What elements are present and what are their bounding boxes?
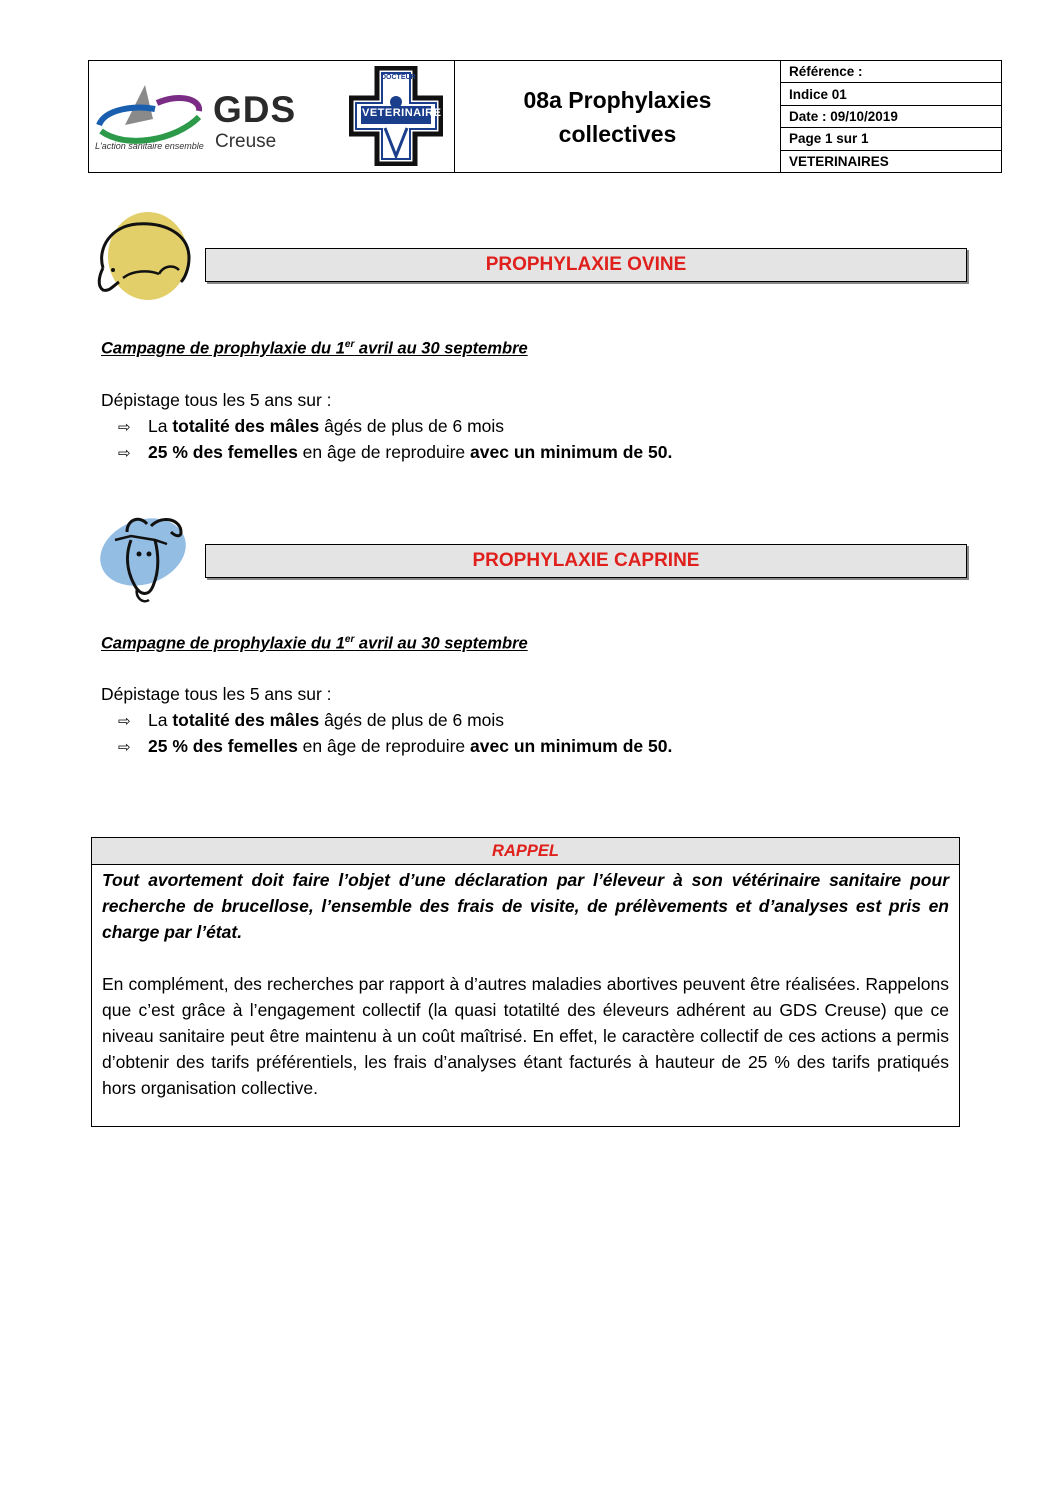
- ovine-bullet-males: [118, 416, 504, 437]
- caprine-campaign-post: avril au 30 septembre: [354, 634, 528, 653]
- ovine-campaign-post: avril au 30 septembre: [354, 339, 528, 358]
- meta-page: Page 1 sur 1: [781, 128, 1001, 150]
- meta-reference: Référence :: [781, 61, 1001, 83]
- ovine-campaign: [101, 339, 528, 359]
- document-header: [88, 60, 1002, 173]
- rappel-bold-paragraph: Tout avortement doit faire l’objet d’une déclaration par l’éleveur à son vétérinaire sanitaire pour recherche de brucellose, l’ensemble des frais de visite, de prélèvements et d’analyses est pris en charge par l’état.: [102, 870, 949, 942]
- ovine-b1-a: La: [148, 416, 173, 436]
- rappel-box: [91, 837, 960, 1127]
- ovine-b2-c: avec un minimum de 50.: [470, 442, 673, 462]
- ovine-bullet-femelles: [118, 442, 672, 463]
- caprine-b2-b: en âge de reproduire: [297, 736, 471, 756]
- badge-main-text: VETERINAIRE: [362, 107, 442, 119]
- badge-top-text: DOCTEUR: [381, 74, 416, 81]
- rappel-body: [92, 865, 959, 1101]
- caprine-bullet-males: [118, 710, 504, 731]
- caprine-b1-b: totalité des mâles: [172, 710, 320, 730]
- arrow-icon: ⇨: [118, 445, 131, 462]
- arrow-icon: ⇨: [118, 739, 131, 756]
- caprine-campaign-sup: er: [344, 634, 355, 645]
- sheep-icon: [93, 208, 193, 304]
- goat-icon: [97, 510, 193, 606]
- ovine-banner: PROPHYLAXIE OVINE: [205, 248, 967, 282]
- document-title: 08a Prophylaxies collectives: [523, 86, 712, 147]
- meta-date: Date : 09/10/2019: [781, 106, 1001, 128]
- ovine-b2-b: en âge de reproduire: [297, 442, 471, 462]
- logo-area: [89, 61, 455, 172]
- ovine-b1-b: totalité des mâles: [172, 416, 320, 436]
- document-title-cell: [455, 61, 781, 172]
- caprine-bullet-femelles: [118, 736, 672, 757]
- caprine-b2-c: avec un minimum de 50.: [470, 736, 673, 756]
- ovine-campaign-pre: Campagne de prophylaxie du 1: [101, 339, 345, 358]
- meta-indice: Indice 01: [781, 83, 1001, 105]
- caprine-b2-a: 25 % des femelles: [148, 736, 298, 756]
- ovine-b1-c: âgés de plus de 6 mois: [319, 416, 505, 436]
- arrow-icon: ⇨: [118, 419, 131, 436]
- caprine-b1-a: La: [148, 710, 173, 730]
- arrow-icon: ⇨: [118, 713, 131, 730]
- logo-creuse-text: Creuse: [215, 131, 277, 152]
- caprine-intro: Dépistage tous les 5 ans sur :: [101, 684, 332, 704]
- meta-audience: VETERINAIRES: [789, 153, 889, 169]
- document-meta: [781, 61, 1001, 172]
- logo-gds-text: GDS: [213, 89, 297, 130]
- ovine-campaign-sup: er: [344, 339, 355, 350]
- rappel-paragraph: En complément, des recherches par rapport à d’autres maladies abortives peuvent être réalisées. Rappelons que c’est grâce à l’engagement collectif (la quasi totatilté des éleveurs adhérent au GDS Creuse) que ce niveau sanitaire peut être maintenu à un coût maîtrisé. En effet, le caractère collectif de ces actions a permis d’obtenir des tarifs préférentiels, les frais d’analyses étant facturés à hauteur de 25 % des tarifs pratiqués hors organisation collective.: [102, 974, 949, 1098]
- logo-tagline: L'action sanitaire ensemble: [95, 141, 204, 151]
- caprine-campaign: [101, 634, 528, 654]
- caprine-banner: PROPHYLAXIE CAPRINE: [205, 544, 967, 578]
- caprine-b1-c: âgés de plus de 6 mois: [319, 710, 505, 730]
- ovine-intro: Dépistage tous les 5 ans sur :: [101, 390, 332, 410]
- ovine-b2-a: 25 % des femelles: [148, 442, 298, 462]
- rappel-title: RAPPEL: [92, 838, 959, 865]
- caprine-campaign-pre: Campagne de prophylaxie du 1: [101, 634, 345, 653]
